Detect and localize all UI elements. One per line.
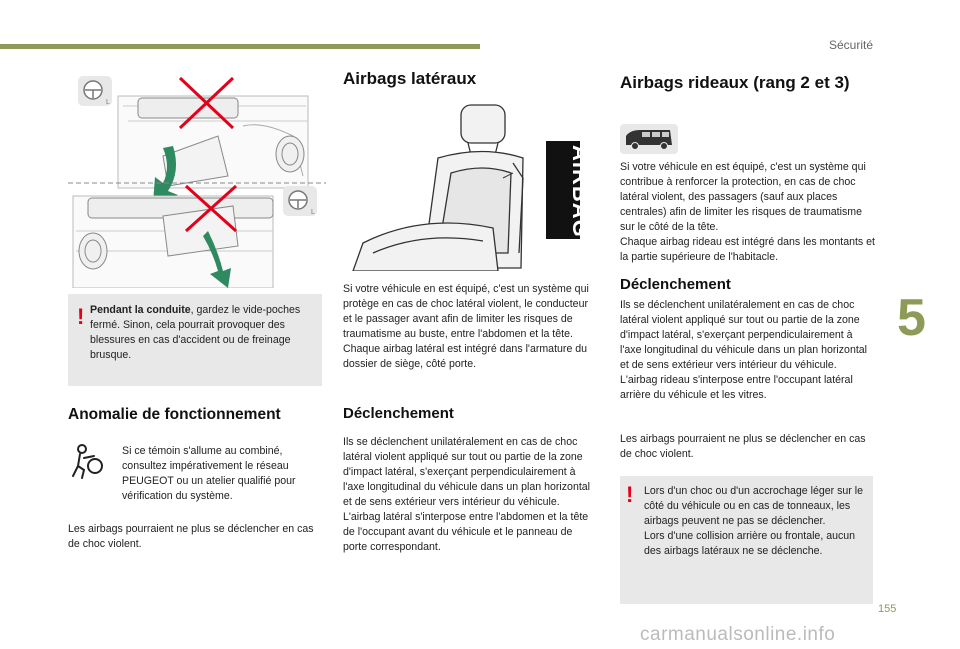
warning-exclamation-icon: !	[77, 304, 85, 329]
airbag-warning-lamp-icon	[70, 444, 104, 480]
malfunction-text: Si ce témoin s'allume au combiné, consultez impérativement le réseau PEUGEOT ou un atelier qualifié pour vérification du système.	[122, 445, 296, 502]
curtain-warning-text: Lors d'un choc ou d'un accrochage léger sur le côté du véhicule ou en cas de tonneaux, les airbags peuvent ne pas se déclencher. Lors d'une collision arrière ou frontale, aucun des airbags latéraux ne se déclenche.	[644, 485, 863, 557]
watermark: carmanualsonline.info	[640, 624, 836, 645]
glovebox-warning-text	[90, 303, 312, 363]
svg-text:L: L	[311, 209, 315, 216]
curtain-warning-box	[620, 476, 873, 604]
section-label: Sécurité	[828, 38, 873, 52]
curtain-trigger-text: Ils se déclenchent unilatéralement en cas de choc latéral violent appliqué sur tout ou partie de la zone d'impact latéral, s'exerçant perpendiculairement à l'axe longitudinal du véhicule dans un plan horizontal et de sens extérieur vers intérieur du véhicule. L'airbag rideau s'interpose entre l'occupant latéral arrière du véhicule et les vitres.	[620, 299, 868, 401]
chapter-number: 5	[897, 289, 926, 347]
van-icon	[620, 124, 678, 154]
page-number: 155	[878, 603, 897, 615]
warning-exclamation-icon: !	[626, 482, 634, 507]
airbag-label: AIRBAG	[568, 145, 593, 238]
curtain-trigger-heading: Déclenchement	[620, 276, 731, 293]
header-accent-bar	[0, 44, 480, 49]
side-trigger-text: Ils se déclenchent unilatéralement en cas de choc latéral violent appliqué sur tout ou partie de la zone d'impact latéral, s'exerçant perpendiculairement à l'axe longitudinal du véhicule dans un plan horizontal et de sens extérieur vers intérieur du véhicule. L'airbag latéral s'interpose entre l'abdomen et la tête de l'occupant avant du véhicule et le panneau de porte correspondant.	[343, 436, 591, 553]
seat-illustration	[343, 103, 593, 271]
malfunction-heading: Anomalie de fonctionnement	[68, 406, 281, 423]
side-airbags-heading: Airbags latéraux	[343, 69, 477, 88]
warning-rest: , gardez le vide-poches fermé. Sinon, cela pourrait provoquer des blessures en cas d'accident ou de freinage brusque.	[90, 304, 301, 361]
glovebox-warning-box	[68, 294, 322, 386]
col1-after-text: Les airbags pourraient ne plus se déclencher en cas de choc violent.	[68, 523, 314, 550]
curtain-airbags-intro: Si votre véhicule en est équipé, c'est un système qui contribue à renforcer la protection, en cas de choc latéral violent, des passagers (sauf aux places centrales) afin de limiter les risques de traumatisme sur le côté de la tête. Chaque airbag rideau est intégré dans les montants et la partie supérieure de l'habitacle.	[620, 161, 876, 263]
side-airbags-intro: Si votre véhicule en est équipé, c'est un système qui protège en cas de choc latéral violent, le conducteur et le passager avant afin de limiter les risques de traumatisme au buste, entre l'abdomen et la tête. Chaque airbag latéral est intégré dans l'armature du dossier de siège, côté porte.	[343, 283, 589, 370]
warning-bold-lead: Pendant la conduite	[90, 304, 191, 316]
side-trigger-heading: Déclenchement	[343, 405, 454, 422]
curtain-airbags-heading: Airbags rideaux (rang 2 et 3)	[620, 73, 850, 92]
col3-after-text: Les airbags pourraient ne plus se déclencher en cas de choc violent.	[620, 433, 866, 460]
glovebox-illustration	[68, 66, 326, 288]
svg-text:L: L	[106, 99, 110, 106]
